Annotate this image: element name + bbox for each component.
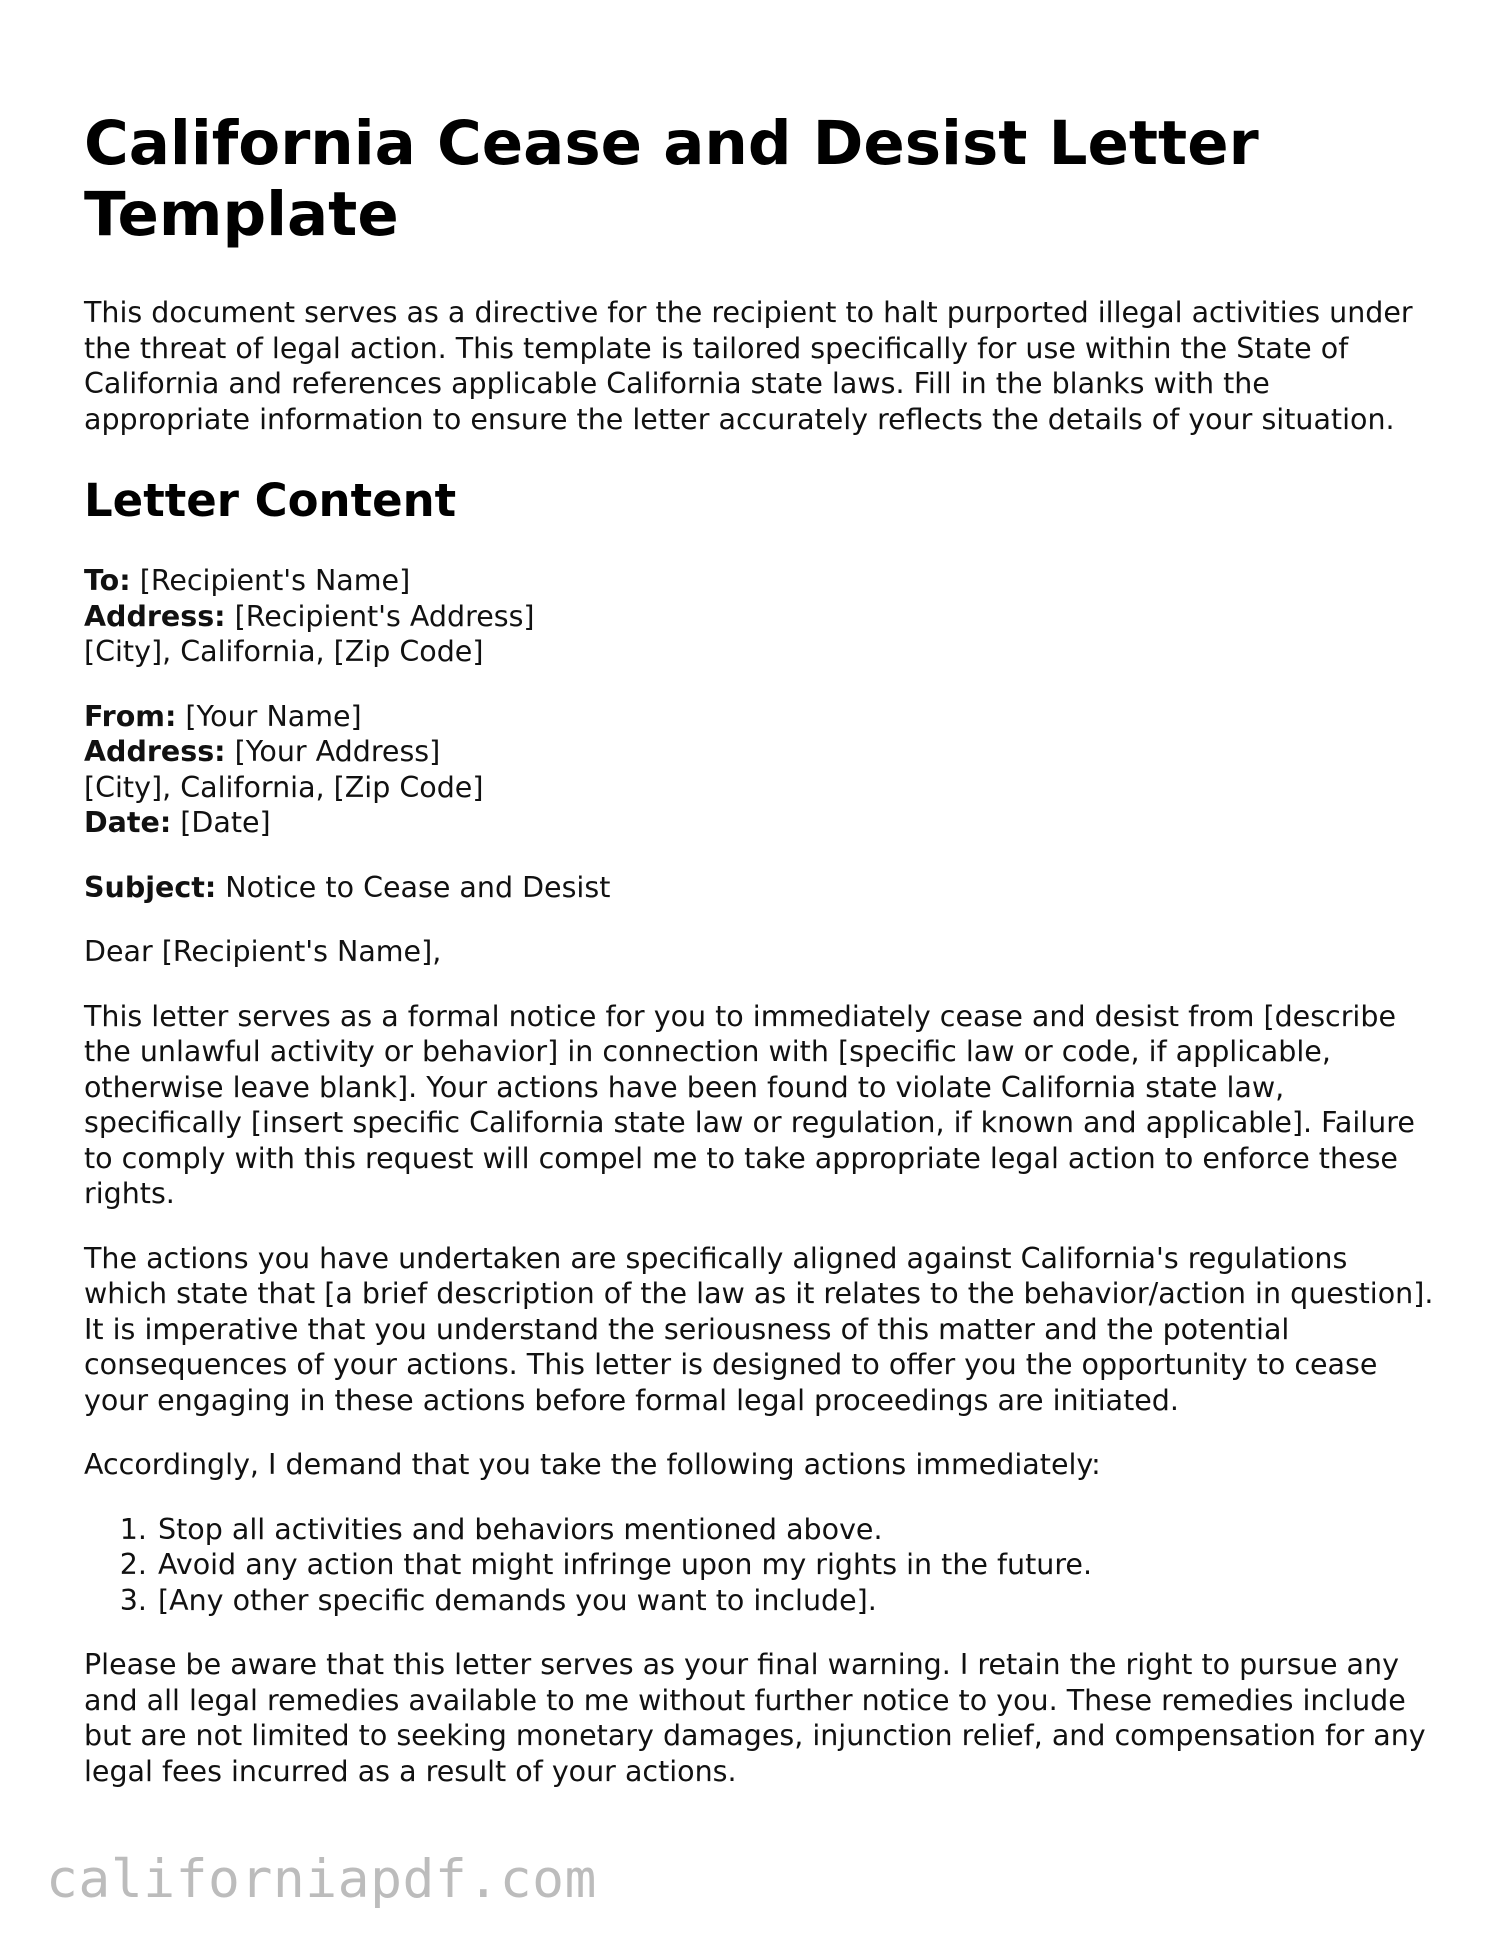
demands-list: [84, 1512, 1434, 1619]
sender-address: [Your Address]: [225, 735, 441, 768]
sender-address-line: [84, 734, 1434, 770]
sender-name: [Your Name]: [176, 699, 362, 733]
watermark-text: californiapdf.com: [46, 1849, 597, 1910]
demand-intro: Accordingly, I demand that you take the following actions immediately:: [84, 1448, 1101, 1481]
subject-value: Notice to Cease and Desist: [216, 870, 611, 904]
demand-item-3: 3. [Any other specific demands you want to include].: [156, 1583, 1434, 1619]
recipient-name: [Recipient's Name]: [130, 564, 411, 597]
demand-item-1: 1. Stop all activities and behaviors mentioned above.: [156, 1512, 1434, 1548]
recipient-block: [84, 563, 1434, 670]
intro-paragraph: This document serves as a directive for the recipient to halt purported illegal activities under the threat of legal action. This template is tailored specifically for use within the State of California and references applicable California state laws. Fill in the blanks with the appropriate information to ensure the letter accurately reflects the details of your situation.: [84, 296, 1413, 436]
recipient-address-label: Address:: [84, 599, 226, 633]
subject-label: Subject:: [84, 870, 217, 904]
body-paragraph-1: This letter serves as a formal notice for you to immediately cease and desist from [describe the unlawful activity or behavior] in connection with [specific law or code, if applicable, otherwise leave blank]. Your actions have been found to violate California state law, specifically [insert specific California state law or regulation, if known and applicable]. Failure to comply with this request will compel me to take appropriate legal action to enforce these rights.: [84, 999, 1415, 1210]
body-paragraph-2: The actions you have undertaken are specifically aligned against California's regulations which state that [a brief description of the law as it relates to the behavior/action in question]. It is imperative that you understand the seriousness of this matter and the potential consequences of your actions. This letter is designed to offer you the opportunity to cease your engaging in these actions before formal legal proceedings are initiated.: [84, 1241, 1434, 1417]
date-line: [84, 805, 1434, 841]
sender-city-line: [City], California, [Zip Code]: [84, 770, 484, 804]
subject-line: [84, 870, 1434, 906]
to-label: To:: [84, 564, 131, 597]
recipient-city-line: [City], California, [Zip Code]: [84, 635, 484, 668]
recipient-name-line: [84, 563, 1434, 599]
from-label: From:: [84, 699, 177, 733]
recipient-address: [Recipient's Address]: [225, 599, 535, 633]
demand-item-2: 2. Avoid any action that might infringe upon my rights in the future.: [156, 1547, 1434, 1583]
page-title: California Cease and Desist Letter Template: [84, 108, 1259, 250]
section-heading-letter-content: Letter Content: [84, 474, 457, 527]
sender-address-label: Address:: [84, 735, 226, 768]
salutation: Dear [Recipient's Name],: [84, 935, 442, 968]
recipient-address-line: [84, 599, 1434, 635]
date-value: [Date]: [171, 806, 271, 839]
date-label: Date:: [84, 806, 172, 839]
document-page: [84, 108, 1434, 1789]
body-paragraph-3: Please be aware that this letter serves as your final warning. I retain the right to pursue any and all legal remedies available to me without further notice to you. These remedies include but are not limited to seeking monetary damages, injunction relief, and compensation for any legal fees incurred as a result of your actions.: [84, 1648, 1426, 1788]
sender-name-line: [84, 699, 1434, 735]
sender-block: [84, 699, 1434, 841]
